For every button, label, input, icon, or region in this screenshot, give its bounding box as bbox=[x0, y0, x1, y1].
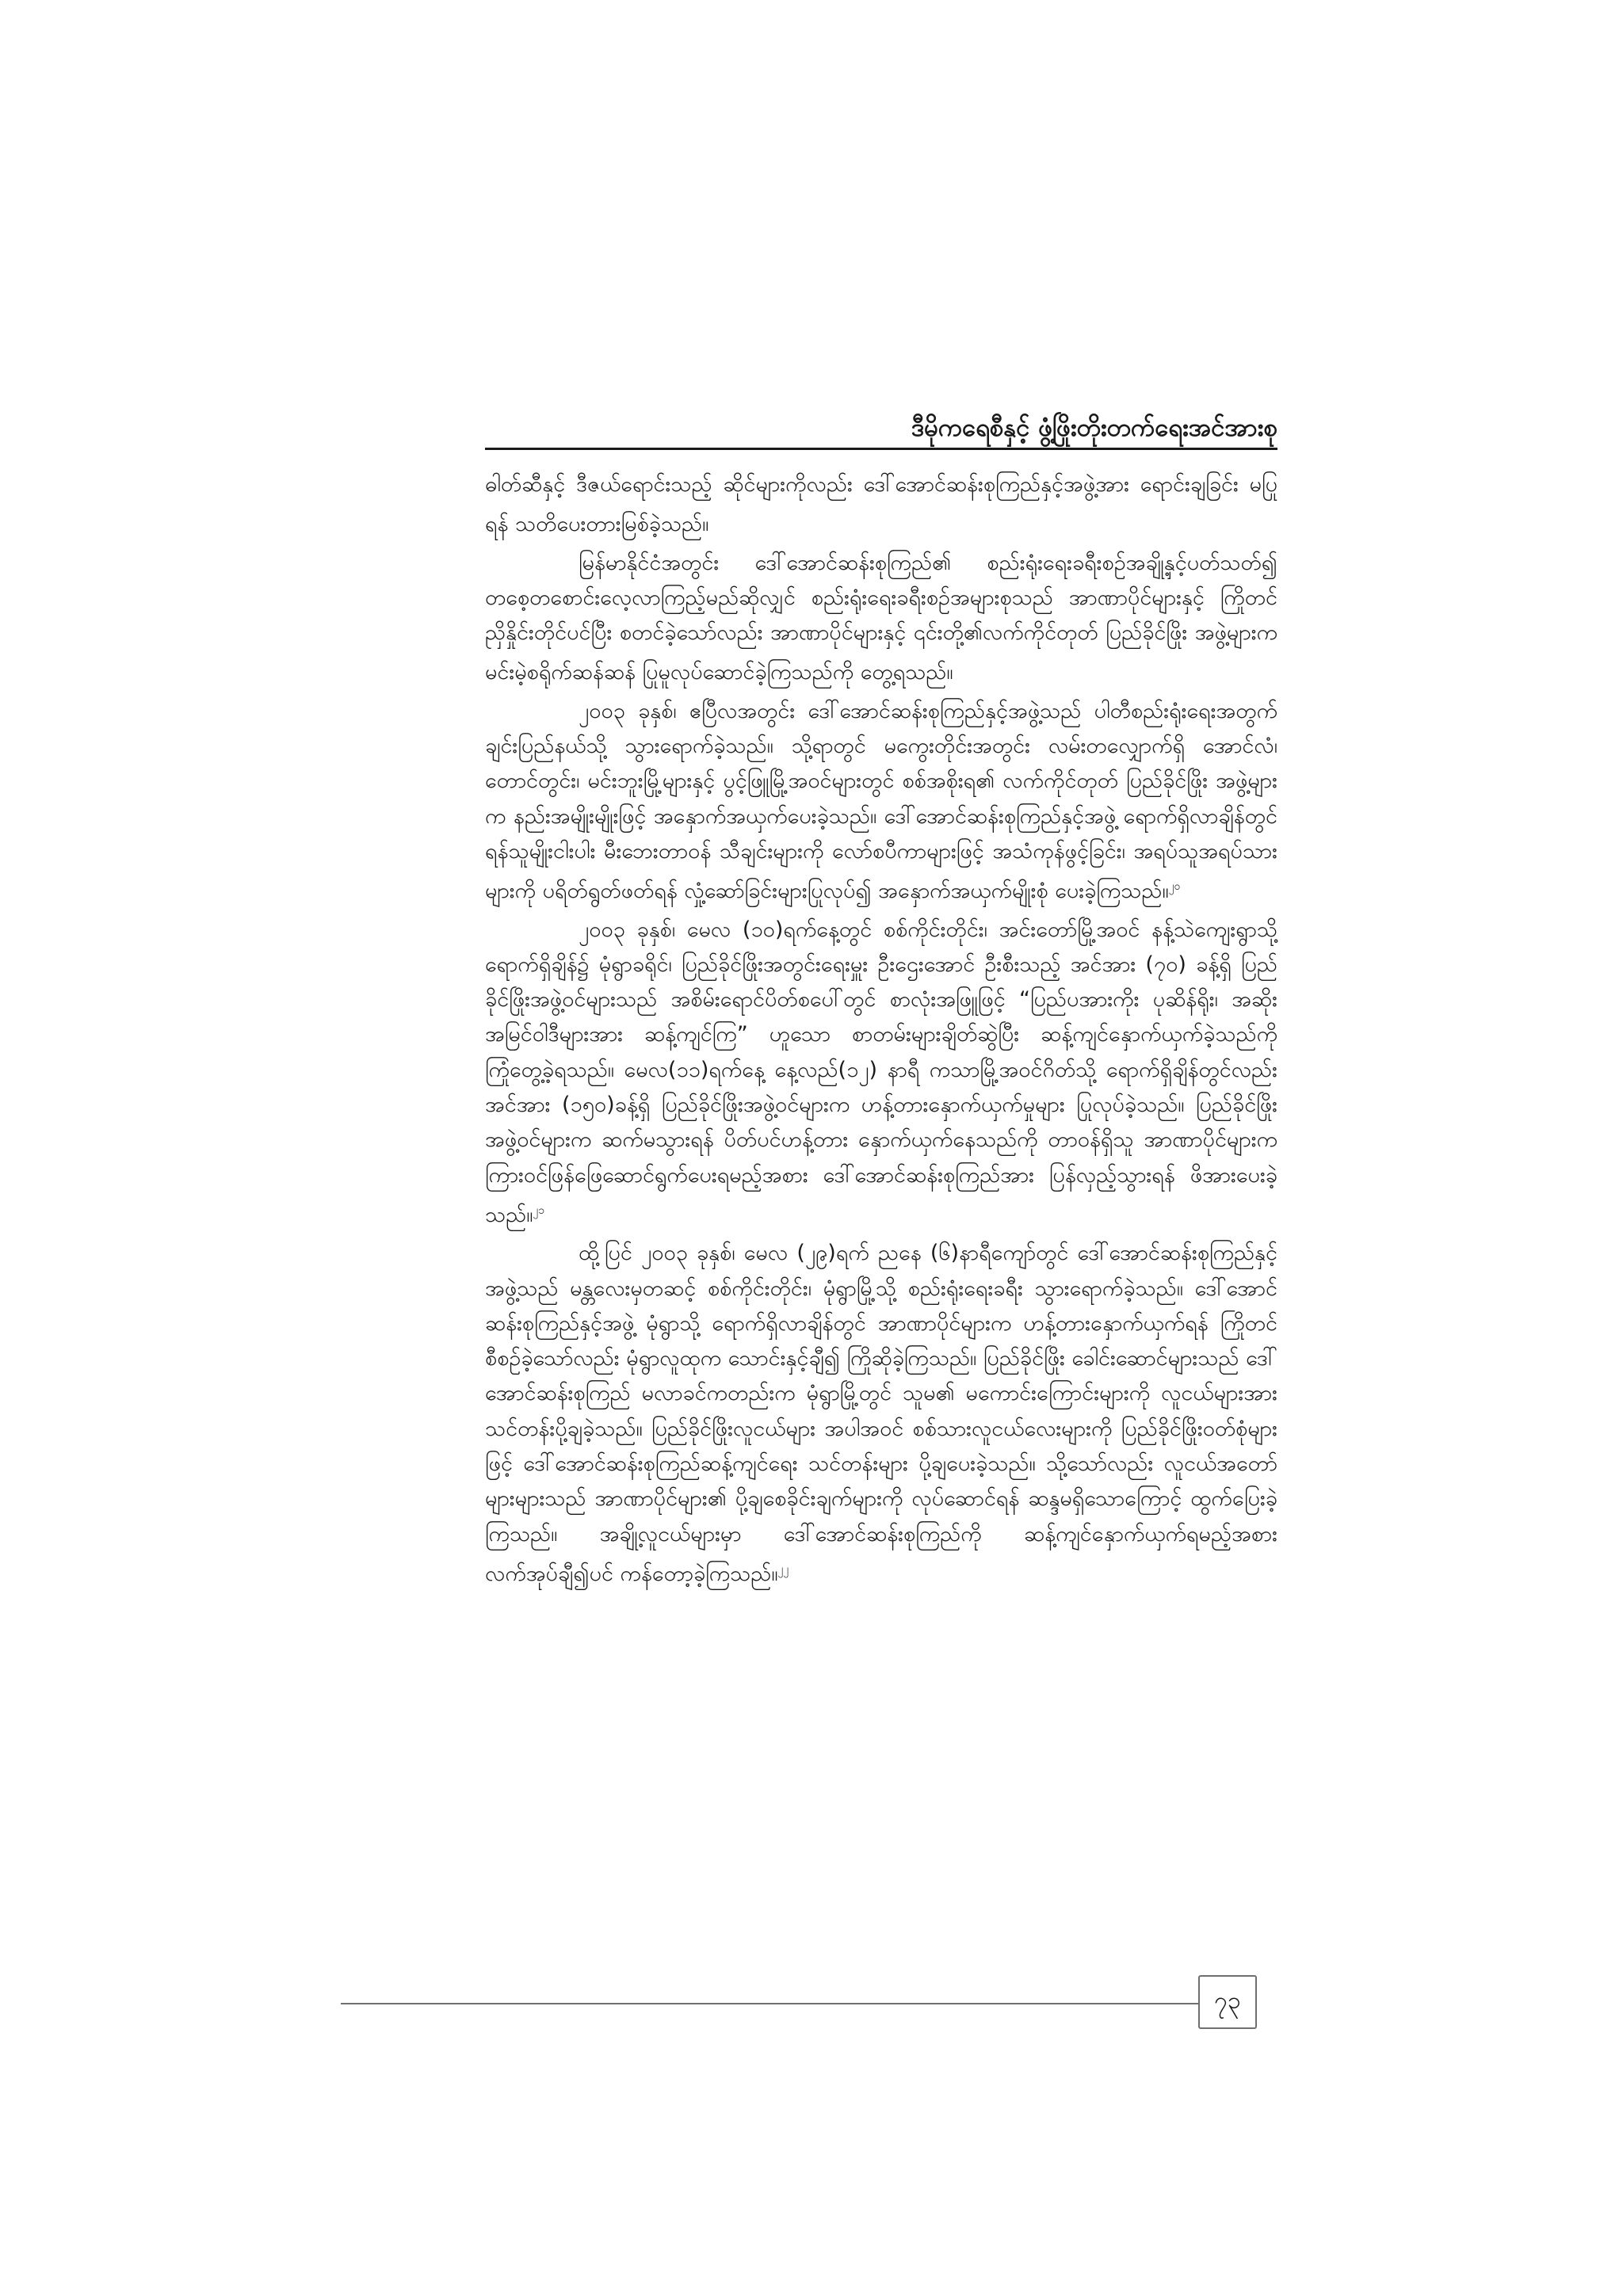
footnote-ref: ၂၀ bbox=[1168, 880, 1181, 894]
footnote-ref: ၂၁ bbox=[533, 1203, 545, 1217]
body-text bbox=[485, 467, 1277, 1595]
footer-rule bbox=[341, 2003, 1198, 2004]
paragraph bbox=[485, 694, 1277, 910]
paragraph bbox=[485, 467, 1277, 543]
header-rule bbox=[485, 448, 1277, 450]
paragraph-text: ၂၀၀၃ ခုနှစ်၊ ဧပြီလအတွင်း ဒေါ်အောင်ဆန်းစုကြည်နှင့်အဖွဲ့သည် ပါတီစည်းရုံးရေးအတွက် ချင်းပြည်နယ်သို့ သွားရောက်ခဲ့သည်။ သို့ရာတွင် မကွေးတိုင်းအတွင်း လမ်းတလျှောက်ရှိ အောင်လံ၊ တောင်တွင်း၊ မင်းဘူးမြို့များနှင့် ပွင့်ဖြူမြို့အဝင်များတွင် စစ်အစိုးရ၏ လက်ကိုင်တုတ် ပြည်ခိုင်ဖြိုး အဖွဲ့များက နည်းအမျိုးမျိုးဖြင့် အနှောက်အယှက်ပေးခဲ့သည်။ ဒေါ်အောင်ဆန်းစုကြည်နှင့်အဖွဲ့ ရောက်ရှိလာချိန်တွင် ရန်သူမျိုးငါးပါး မီးဘေးတာဝန် သီချင်းများကို လော်စပီကာများဖြင့် အသံကုန်ဖွင့်ခြင်း၊ အရပ်သူအရပ်သားများကို ပရိတ်ရွတ်ဖတ်ရန် လှုံ့ဆော်ခြင်းများပြုလုပ်၍ အနှောက်အယှက်မျိုးစုံ ပေးခဲ့ကြသည်။ bbox=[485, 698, 1277, 904]
footnote-ref: ၂၂ bbox=[777, 1562, 789, 1576]
paragraph bbox=[485, 913, 1277, 1234]
paragraph-text: ဓါတ်ဆီနှင့် ဒီဇယ်ရောင်းသည့် ဆိုင်များကိုလည်း ဒေါ်အောင်ဆန်းစုကြည်နှင့်အဖွဲ့အား ရောင်းချခြင်း မပြုရန် သတိပေးတားမြစ်ခဲ့သည်။ bbox=[485, 472, 1277, 537]
paragraph bbox=[485, 1236, 1277, 1592]
page-number: ၇၃ bbox=[1198, 1975, 1257, 2029]
running-header: ဒီမိုကရေစီနှင့် ဖွံ့ဖြိုးတိုးတက်ရေးအင်အားစု bbox=[911, 414, 1277, 442]
paragraph bbox=[485, 546, 1277, 691]
paragraph-text: မြန်မာနိုင်ငံအတွင်း ဒေါ်အောင်ဆန်းစုကြည်၏ စည်းရုံးရေးခရီးစဉ်အချို့နှင့်ပတ်သတ်၍ တစေ့တစောင်းလေ့လာကြည့်မည်ဆိုလျှင် စည်းရုံးရေးခရီးစဉ်အများစုသည် အာဏာပိုင်များနှင့် ကြိုတင်ညှိနှိုင်းတိုင်ပင်ပြီး စတင်ခဲ့သော်လည်း အာဏာပိုင်များနှင့် ၎င်းတို့၏လက်ကိုင်တုတ် ပြည်ခိုင်ဖြိုး အဖွဲ့များက မင်းမဲ့စရိုက်ဆန်ဆန် ပြုမူလုပ်ဆောင်ခဲ့ကြသည်ကို တွေ့ရသည်။ bbox=[485, 550, 1277, 685]
paragraph-text: ထို့ပြင် ၂၀၀၃ ခုနှစ်၊ မေလ (၂၉)ရက် ညနေ (၆)နာရီကျော်တွင် ဒေါ်အောင်ဆန်းစုကြည်နှင့် အဖွဲ့သည် မန္တလေးမှတဆင့် စစ်ကိုင်းတိုင်း၊ မုံရွာမြို့သို့ စည်းရုံးရေးခရီး သွားရောက်ခဲ့သည်။ ဒေါ်အောင်ဆန်းစုကြည်နှင့်အဖွဲ့ မုံရွာသို့ ရောက်ရှိလာချိန်တွင် အာဏာပိုင်များက ဟန့်တားနှောက်ယှက်ရန် ကြိုတင်စီစဉ်ခဲ့သော်လည်း မုံရွာလူထုက သောင်းနှင့်ချီ၍ ကြိုဆိုခဲ့ကြသည်။ ပြည်ခိုင်ဖြိုး ခေါင်းဆောင်များသည် ဒေါ်အောင်ဆန်းစုကြည် မလာခင်ကတည်းက မုံရွာမြို့တွင် သူမ၏ မကောင်းကြောင်းများကို လူငယ်များအား သင်တန်းပို့ချခဲ့သည်။ ပြည်ခိုင်ဖြိုးလူငယ်များ အပါအဝင် စစ်သားလူငယ်လေးများကို ပြည်ခိုင်ဖြိုးဝတ်စုံများဖြင့် ဒေါ်အောင်ဆန်းစုကြည်ဆန့်ကျင်ရေး သင်တန်းများ ပို့ချပေးခဲ့သည်။ သို့သော်လည်း လူငယ်အတော်များများသည် အာဏာပိုင်များ၏ ပို့ချစေခိုင်းချက်များကို လုပ်ဆောင်ရန် ဆန္ဒမရှိသောကြောင့် ထွက်ပြေးခဲ့ကြသည်။ အချို့လူငယ်များမှာ ဒေါ်အောင်ဆန်းစုကြည်ကို ဆန့်ကျင်နှောက်ယှက်ရမည့်အစား လက်အုပ်ချီ၍ပင် ကန်တော့ခဲ့ကြသည်။ bbox=[485, 1241, 1277, 1586]
paragraph-text: ၂၀၀၃ ခုနှစ်၊ မေလ (၁၀)ရက်နေ့တွင် စစ်ကိုင်းတိုင်း၊ အင်းတော်မြို့အဝင် နန့်သဲကျေးရွာသို့ ရောက်ရှိချိန်၌ မုံရွာခရိုင်၊ ပြည်ခိုင်ဖြိုးအတွင်းရေးမှူး ဦးဌေးအောင် ဦးစီးသည့် အင်အား (၇၀) ခန့်ရှိ ပြည်ခိုင်ဖြိုးအဖွဲ့ဝင်များသည် အစိမ်းရောင်ပိတ်စပေါ်တွင် စာလုံးအဖြူဖြင့် “ပြည်ပအားကိုး ပုဆိန်ရိုး၊ အဆိုးအမြင်ဝါဒီများအား ဆန့်ကျင်ကြ” ဟူသော စာတမ်းများချိတ်ဆွဲပြီး ဆန့်ကျင်နှောက်ယှက်ခဲ့သည်ကို ကြုံတွေ့ခဲ့ရသည်။ မေလ(၁၁)ရက်နေ့ နေ့လည်(၁၂) နာရီ ကသာမြို့အဝင်ဂိတ်သို့ ရောက်ရှိချိန်တွင်လည်း အင်အား (၁၅၀)ခန့်ရှိ ပြည်ခိုင်ဖြိုးအဖွဲ့ဝင်များက ဟန့်တားနှောက်ယှက်မှုများ ပြုလုပ်ခဲ့သည်။ ပြည်ခိုင်ဖြိုးအဖွဲ့ဝင်များက ဆက်မသွားရန် ပိတ်ပင်ဟန့်တား နှောက်ယှက်နေသည်ကို တာဝန်ရှိသူ အာဏာပိုင်များက ကြားဝင်ဖြန်ဖြေဆောင်ရွက်ပေးရမည့်အစား ဒေါ်အောင်ဆန်းစုကြည်အား ပြန်လှည့်သွားရန် ဖိအားပေးခဲ့သည်။ bbox=[485, 917, 1277, 1227]
